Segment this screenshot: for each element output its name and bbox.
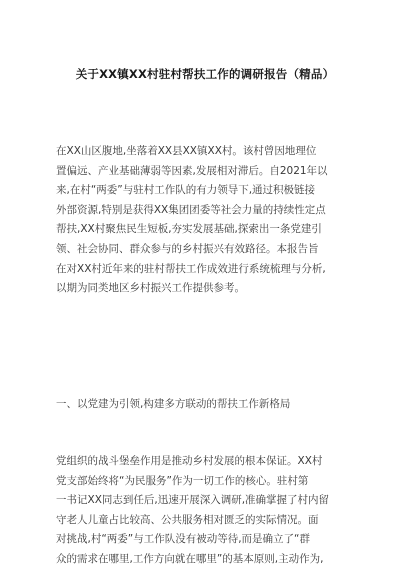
paragraph-line: 以期为同类地区乡村振兴工作提供参考。 xyxy=(56,282,245,295)
paragraph-line: 众的需求在哪里,工作方向就在哪里”的基本原则,主动作为, xyxy=(56,552,324,565)
paragraph-line: 来,在村“两委”与驻村工作队的有力领导下,通过积极链接 xyxy=(56,184,316,197)
paragraph-line: 领、社会协同、群众参与的乡村振兴有效路径。本报告旨 xyxy=(56,242,319,255)
document-title: 关于XX镇XX村驻村帮扶工作的调研报告（精品） xyxy=(75,67,335,81)
paragraph-line: 帮扶,XX村聚焦民生短板,夯实发展基础,探索出一条党建引 xyxy=(56,223,322,236)
paragraph-line: 党支部始终将“为民服务”作为一切工作的核心。驻村第 xyxy=(56,474,309,487)
paragraph-line: 守老人儿童占比较高、公共服务相对匮乏的实际情况。面 xyxy=(56,513,319,526)
paragraph-line: 党组织的战斗堡垒作用是推动乡村发展的根本保证。XX村 xyxy=(56,455,323,467)
paragraph-line: 在XX山区腹地,坐落着XX县XX镇XX村。该村曾因地理位 xyxy=(56,145,317,157)
section-heading: 一、以党建为引领,构建多方联动的帮扶工作新格局 xyxy=(56,398,291,410)
section-paragraph xyxy=(56,452,356,570)
paragraph-line: 在对XX村近年来的驻村帮扶工作成效进行系统梳理与分析, xyxy=(56,262,326,275)
paragraph-line: 置偏远、产业基础薄弱等因素,发展相对滞后。自2021年以 xyxy=(56,164,328,177)
intro-paragraph xyxy=(56,142,356,299)
paragraph-line: 外部资源,特别是获得XX集团团委等社会力量的持续性定点 xyxy=(56,203,326,216)
paragraph-line: 对挑战,村“两委”与工作队没有被动等待,而是确立了“群 xyxy=(56,533,310,546)
paragraph-line: 一书记XX同志到任后,迅速开展深入调研,准确掌握了村内留 xyxy=(56,494,330,507)
